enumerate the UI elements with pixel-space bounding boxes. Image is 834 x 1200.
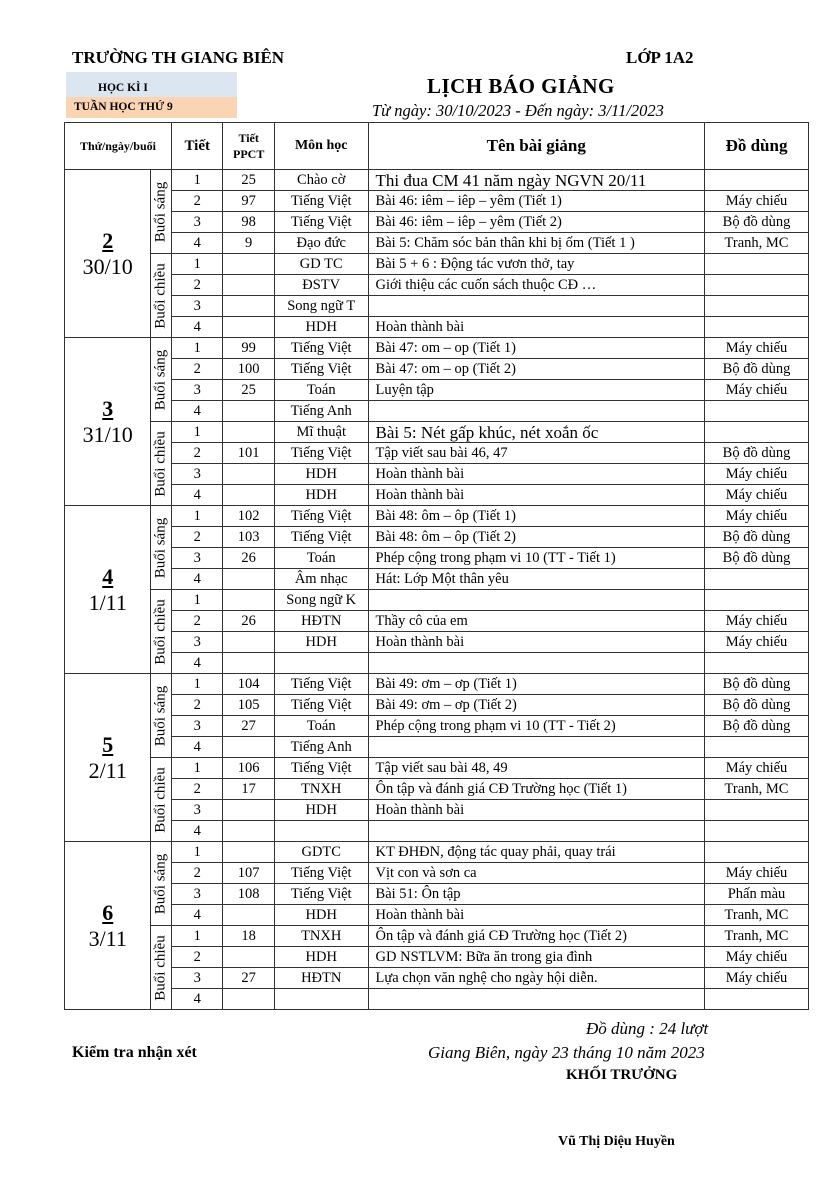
lesson-cell: Bài 48: ôm – ôp (Tiết 2) (368, 527, 704, 548)
table-row (65, 317, 809, 338)
period-cell: 1 (172, 170, 223, 191)
day-number: 4 (102, 563, 114, 589)
day-date: 2/11 (88, 757, 127, 783)
lesson-cell: Hoàn thành bài (368, 632, 704, 653)
period-cell: 3 (172, 380, 223, 401)
ppct-cell: 26 (223, 548, 274, 569)
subject-cell: Tiếng Anh (274, 401, 368, 422)
session-label: Buổi chiều (152, 430, 169, 497)
lesson-cell (368, 296, 704, 317)
table-row (65, 254, 809, 275)
subject-cell: Âm nhạc (274, 569, 368, 590)
ppct-cell (223, 800, 274, 821)
table-row (65, 380, 809, 401)
table-row (65, 422, 809, 443)
ppct-cell (223, 632, 274, 653)
equipment-cell: Bộ đồ dùng (705, 359, 809, 380)
period-cell: 2 (172, 275, 223, 296)
subject-cell: Song ngữ T (274, 296, 368, 317)
lesson-cell (368, 989, 704, 1010)
table-row (65, 170, 809, 191)
equipment-count: Đồ dùng : 24 lượt (586, 1019, 709, 1038)
subject-cell: Tiếng Việt (274, 884, 368, 905)
lesson-cell (368, 590, 704, 611)
lesson-cell (368, 401, 704, 422)
ppct-cell: 101 (223, 443, 274, 464)
table-row (65, 989, 809, 1010)
subject-cell: TNXH (274, 926, 368, 947)
lesson-cell: Giới thiệu các cuốn sách thuộc CĐ … (368, 275, 704, 296)
table-row (65, 632, 809, 653)
table-row (65, 695, 809, 716)
subject-cell: Tiếng Việt (274, 443, 368, 464)
subject-cell: TNXH (274, 779, 368, 800)
period-cell: 1 (172, 506, 223, 527)
table-row (65, 296, 809, 317)
lesson-cell: Hoàn thành bài (368, 485, 704, 506)
equipment-cell (705, 800, 809, 821)
table-row (65, 905, 809, 926)
ppct-cell: 9 (223, 233, 274, 254)
session-label: Buổi sáng (152, 349, 169, 410)
table-row (65, 191, 809, 212)
ppct-cell (223, 464, 274, 485)
lesson-cell: Vịt con và sơn ca (368, 863, 704, 884)
col-header-ppct-line1: Tiết (238, 131, 259, 145)
period-cell: 3 (172, 716, 223, 737)
lesson-cell: Thi đua CM 41 năm ngày NGVN 20/11 (368, 170, 704, 191)
session-cell (151, 506, 172, 590)
equipment-cell: Máy chiếu (705, 863, 809, 884)
equipment-cell (705, 590, 809, 611)
signer-name: Vũ Thị Diệu Huyền (558, 1134, 675, 1149)
table-row (65, 212, 809, 233)
period-cell: 2 (172, 947, 223, 968)
table-row (65, 884, 809, 905)
ppct-cell: 98 (223, 212, 274, 233)
equipment-cell: Máy chiếu (705, 758, 809, 779)
subject-cell: Tiếng Việt (274, 506, 368, 527)
equipment-cell (705, 170, 809, 191)
school-name: TRƯỜNG TH GIANG BIÊN (72, 48, 285, 67)
subject-cell: HDH (274, 632, 368, 653)
ppct-cell (223, 296, 274, 317)
equipment-cell: Bộ đồ dùng (705, 443, 809, 464)
table-row (65, 947, 809, 968)
equipment-cell (705, 842, 809, 863)
period-cell: 4 (172, 317, 223, 338)
table-row (65, 569, 809, 590)
ppct-cell: 26 (223, 611, 274, 632)
period-cell: 1 (172, 338, 223, 359)
subject-cell: Tiếng Việt (274, 695, 368, 716)
table-row (65, 338, 809, 359)
equipment-cell: Máy chiếu (705, 968, 809, 989)
session-cell (151, 674, 172, 758)
lesson-cell: Hoàn thành bài (368, 317, 704, 338)
ppct-cell (223, 737, 274, 758)
subject-cell: Toán (274, 548, 368, 569)
period-cell: 4 (172, 905, 223, 926)
period-cell: 1 (172, 590, 223, 611)
subject-cell: Tiếng Việt (274, 527, 368, 548)
subject-cell: Tiếng Việt (274, 191, 368, 212)
subject-cell: HĐTN (274, 968, 368, 989)
page-title: LỊCH BÁO GIẢNG (427, 74, 615, 98)
session-label: Buổi chiều (152, 262, 169, 329)
period-cell: 4 (172, 233, 223, 254)
ppct-cell (223, 905, 274, 926)
lesson-cell (368, 653, 704, 674)
subject-cell: HDH (274, 905, 368, 926)
table-row (65, 464, 809, 485)
equipment-cell: Tranh, MC (705, 905, 809, 926)
ppct-cell: 100 (223, 359, 274, 380)
period-cell: 1 (172, 674, 223, 695)
equipment-cell (705, 317, 809, 338)
period-cell: 4 (172, 653, 223, 674)
col-header-day: Thứ/ngày/buổi (65, 123, 172, 170)
subject-cell: GDTC (274, 842, 368, 863)
table-row (65, 611, 809, 632)
equipment-cell (705, 401, 809, 422)
subject-cell: Tiếng Việt (274, 212, 368, 233)
subject-cell: HDH (274, 800, 368, 821)
equipment-cell: Máy chiếu (705, 464, 809, 485)
equipment-cell: Bộ đồ dùng (705, 527, 809, 548)
session-label: Buổi sáng (152, 853, 169, 914)
lesson-cell: Bài 46: iêm – iêp – yêm (Tiết 2) (368, 212, 704, 233)
day-cell (65, 842, 151, 1010)
subject-cell: Đạo đức (274, 233, 368, 254)
period-cell: 2 (172, 191, 223, 212)
ppct-cell (223, 254, 274, 275)
ppct-cell (223, 317, 274, 338)
session-label: Buổi sáng (152, 181, 169, 242)
subject-cell: HDH (274, 317, 368, 338)
table-row (65, 233, 809, 254)
subject-cell: HDH (274, 464, 368, 485)
equipment-cell: Tranh, MC (705, 926, 809, 947)
ppct-cell: 25 (223, 380, 274, 401)
lesson-cell: Bài 51: Ôn tập (368, 884, 704, 905)
grade-lead-title: KHỐI TRƯỞNG (566, 1067, 678, 1083)
col-header-period: Tiết (172, 123, 223, 170)
lesson-cell: Ôn tập và đánh giá CĐ Trường học (Tiết 2) (368, 926, 704, 947)
session-cell (151, 842, 172, 926)
period-cell: 2 (172, 695, 223, 716)
equipment-cell: Tranh, MC (705, 233, 809, 254)
table-row (65, 401, 809, 422)
lesson-cell: Bài 46: iêm – iêp – yêm (Tiết 1) (368, 191, 704, 212)
ppct-cell (223, 275, 274, 296)
class-name: LỚP 1A2 (626, 48, 694, 67)
subject-cell: Tiếng Việt (274, 674, 368, 695)
table-row (65, 863, 809, 884)
day-number: 6 (102, 899, 114, 925)
lesson-cell: Hát: Lớp Một thân yêu (368, 569, 704, 590)
session-cell (151, 926, 172, 1010)
lesson-cell: Phép cộng trong phạm vi 10 (TT - Tiết 1) (368, 548, 704, 569)
lesson-cell: Bài 5 + 6 : Động tác vươn thở, tay (368, 254, 704, 275)
equipment-cell: Máy chiếu (705, 191, 809, 212)
subject-cell: Tiếng Việt (274, 338, 368, 359)
table-row (65, 779, 809, 800)
equipment-cell: Máy chiếu (705, 611, 809, 632)
period-cell: 4 (172, 569, 223, 590)
day-number: 5 (102, 731, 114, 757)
ppct-cell (223, 842, 274, 863)
ppct-cell: 27 (223, 716, 274, 737)
lesson-cell: Bài 49: ơm – ơp (Tiết 2) (368, 695, 704, 716)
lesson-cell: Lựa chọn văn nghệ cho ngày hội diễn. (368, 968, 704, 989)
session-label: Buổi chiều (152, 934, 169, 1001)
table-row (65, 443, 809, 464)
period-cell: 3 (172, 632, 223, 653)
ppct-cell: 105 (223, 695, 274, 716)
subject-cell: ĐSTV (274, 275, 368, 296)
period-cell: 3 (172, 548, 223, 569)
ppct-cell (223, 401, 274, 422)
day-date: 30/10 (82, 253, 133, 279)
lesson-cell: Bài 49: ơm – ơp (Tiết 1) (368, 674, 704, 695)
table-header-row (65, 123, 809, 170)
period-cell: 1 (172, 254, 223, 275)
period-cell: 4 (172, 737, 223, 758)
table-row (65, 653, 809, 674)
ppct-cell: 106 (223, 758, 274, 779)
place-date: Giang Biên, ngày 23 tháng 10 năm 2023 (428, 1043, 705, 1062)
period-cell: 2 (172, 611, 223, 632)
term-box (66, 72, 237, 120)
lesson-cell: Bài 47: om – op (Tiết 2) (368, 359, 704, 380)
period-cell: 2 (172, 863, 223, 884)
lesson-cell (368, 821, 704, 842)
equipment-cell (705, 821, 809, 842)
subject-cell: HDH (274, 485, 368, 506)
subject-cell: Song ngữ K (274, 590, 368, 611)
equipment-cell: Máy chiếu (705, 380, 809, 401)
equipment-cell: Bộ đồ dùng (705, 548, 809, 569)
equipment-cell: Máy chiếu (705, 506, 809, 527)
day-cell (65, 506, 151, 674)
col-header-subject: Môn học (274, 123, 368, 170)
subject-cell: HĐTN (274, 611, 368, 632)
equipment-cell (705, 422, 809, 443)
col-header-equipment: Đồ dùng (705, 123, 809, 170)
subject-cell: Toán (274, 716, 368, 737)
equipment-cell: Bộ đồ dùng (705, 674, 809, 695)
subject-cell: Tiếng Việt (274, 758, 368, 779)
period-cell: 2 (172, 443, 223, 464)
lesson-cell: Bài 5: Nét gấp khúc, nét xoắn ốc (368, 422, 704, 443)
equipment-cell (705, 275, 809, 296)
subject-cell (274, 821, 368, 842)
subject-cell: Toán (274, 380, 368, 401)
table-row (65, 590, 809, 611)
equipment-cell: Máy chiếu (705, 632, 809, 653)
lesson-cell: Thầy cô của em (368, 611, 704, 632)
lesson-cell: Tập viết sau bài 48, 49 (368, 758, 704, 779)
lesson-cell (368, 737, 704, 758)
period-cell: 4 (172, 401, 223, 422)
table-row (65, 968, 809, 989)
lesson-cell: Tập viết sau bài 46, 47 (368, 443, 704, 464)
table-row (65, 716, 809, 737)
period-cell: 1 (172, 842, 223, 863)
day-date: 3/11 (88, 925, 127, 951)
table-row (65, 485, 809, 506)
equipment-cell: Máy chiếu (705, 338, 809, 359)
lesson-cell: GD NSTLVM: Bữa ăn trong gia đình (368, 947, 704, 968)
period-cell: 1 (172, 758, 223, 779)
equipment-cell: Bộ đồ dùng (705, 716, 809, 737)
subject-cell: Tiếng Việt (274, 359, 368, 380)
ppct-cell: 99 (223, 338, 274, 359)
subject-cell (274, 653, 368, 674)
period-cell: 2 (172, 527, 223, 548)
ppct-cell: 103 (223, 527, 274, 548)
table-row (65, 548, 809, 569)
ppct-cell: 102 (223, 506, 274, 527)
period-cell: 3 (172, 464, 223, 485)
session-cell (151, 338, 172, 422)
ppct-cell (223, 947, 274, 968)
ppct-cell: 108 (223, 884, 274, 905)
table-row (65, 527, 809, 548)
period-cell: 3 (172, 968, 223, 989)
equipment-cell (705, 569, 809, 590)
period-cell: 4 (172, 821, 223, 842)
equipment-cell: Máy chiếu (705, 947, 809, 968)
lesson-cell: KT ĐHĐN, động tác quay phải, quay trái (368, 842, 704, 863)
subject-cell: GD TC (274, 254, 368, 275)
subject-cell: Chào cờ (274, 170, 368, 191)
period-cell: 2 (172, 779, 223, 800)
date-range: Từ ngày: 30/10/2023 - Đến ngày: 3/11/2023 (372, 101, 664, 120)
week-label: TUẦN HỌC THỨ 9 (66, 97, 237, 118)
day-cell (65, 170, 151, 338)
lesson-cell: Bài 48: ôm – ôp (Tiết 1) (368, 506, 704, 527)
equipment-cell (705, 989, 809, 1010)
day-cell (65, 338, 151, 506)
period-cell: 3 (172, 800, 223, 821)
equipment-cell: Phấn màu (705, 884, 809, 905)
ppct-cell (223, 485, 274, 506)
day-cell (65, 674, 151, 842)
lesson-cell: Phép cộng trong phạm vi 10 (TT - Tiết 2) (368, 716, 704, 737)
subject-cell (274, 989, 368, 1010)
subject-cell: Tiếng Anh (274, 737, 368, 758)
table-row (65, 821, 809, 842)
period-cell: 3 (172, 296, 223, 317)
period-cell: 2 (172, 359, 223, 380)
ppct-cell: 17 (223, 779, 274, 800)
ppct-cell (223, 821, 274, 842)
session-cell (151, 590, 172, 674)
table-row (65, 674, 809, 695)
table-row (65, 737, 809, 758)
equipment-cell: Máy chiếu (705, 485, 809, 506)
subject-cell: HDH (274, 947, 368, 968)
period-cell: 3 (172, 884, 223, 905)
session-cell (151, 170, 172, 254)
lesson-cell: Bài 5: Chăm sóc bản thân khi bị ốm (Tiết 1 ) (368, 233, 704, 254)
table-row (65, 275, 809, 296)
ppct-cell: 107 (223, 863, 274, 884)
session-cell (151, 758, 172, 842)
session-cell (151, 254, 172, 338)
day-number: 3 (102, 395, 114, 421)
ppct-cell (223, 590, 274, 611)
equipment-cell (705, 737, 809, 758)
lesson-cell: Hoàn thành bài (368, 800, 704, 821)
lesson-cell: Luyện tập (368, 380, 704, 401)
period-cell: 3 (172, 212, 223, 233)
day-date: 31/10 (82, 421, 133, 447)
session-label: Buổi chiều (152, 598, 169, 665)
period-cell: 4 (172, 485, 223, 506)
lesson-cell: Hoàn thành bài (368, 905, 704, 926)
table-row (65, 506, 809, 527)
ppct-cell: 97 (223, 191, 274, 212)
ppct-cell (223, 569, 274, 590)
period-cell: 1 (172, 422, 223, 443)
schedule-body (65, 170, 809, 1010)
session-label: Buổi chiều (152, 766, 169, 833)
table-row (65, 926, 809, 947)
day-date: 1/11 (88, 589, 127, 615)
col-header-ppct (223, 123, 274, 170)
lesson-cell: Hoàn thành bài (368, 464, 704, 485)
schedule-table (64, 122, 809, 1010)
subject-cell: Mĩ thuật (274, 422, 368, 443)
equipment-cell: Tranh, MC (705, 779, 809, 800)
lesson-cell: Bài 47: om – op (Tiết 1) (368, 338, 704, 359)
review-label: Kiểm tra nhận xét (72, 1044, 197, 1061)
period-cell: 1 (172, 926, 223, 947)
table-row (65, 800, 809, 821)
ppct-cell: 104 (223, 674, 274, 695)
equipment-cell: Bộ đồ dùng (705, 212, 809, 233)
ppct-cell (223, 989, 274, 1010)
ppct-cell (223, 422, 274, 443)
ppct-cell (223, 653, 274, 674)
table-row (65, 359, 809, 380)
ppct-cell: 18 (223, 926, 274, 947)
equipment-cell (705, 653, 809, 674)
term-label: HỌC KÌ I (66, 72, 237, 97)
table-row (65, 758, 809, 779)
ppct-cell: 25 (223, 170, 274, 191)
session-label: Buổi sáng (152, 685, 169, 746)
session-label: Buổi sáng (152, 517, 169, 578)
table-row (65, 842, 809, 863)
equipment-cell (705, 296, 809, 317)
day-number: 2 (102, 227, 114, 253)
period-cell: 4 (172, 989, 223, 1010)
equipment-cell (705, 254, 809, 275)
subject-cell: Tiếng Việt (274, 863, 368, 884)
col-header-ppct-line2: PPCT (233, 147, 265, 161)
equipment-cell: Bộ đồ dùng (705, 695, 809, 716)
ppct-cell: 27 (223, 968, 274, 989)
col-header-lesson: Tên bài giảng (368, 123, 704, 170)
session-cell (151, 422, 172, 506)
lesson-cell: Ôn tập và đánh giá CĐ Trường học (Tiết 1) (368, 779, 704, 800)
